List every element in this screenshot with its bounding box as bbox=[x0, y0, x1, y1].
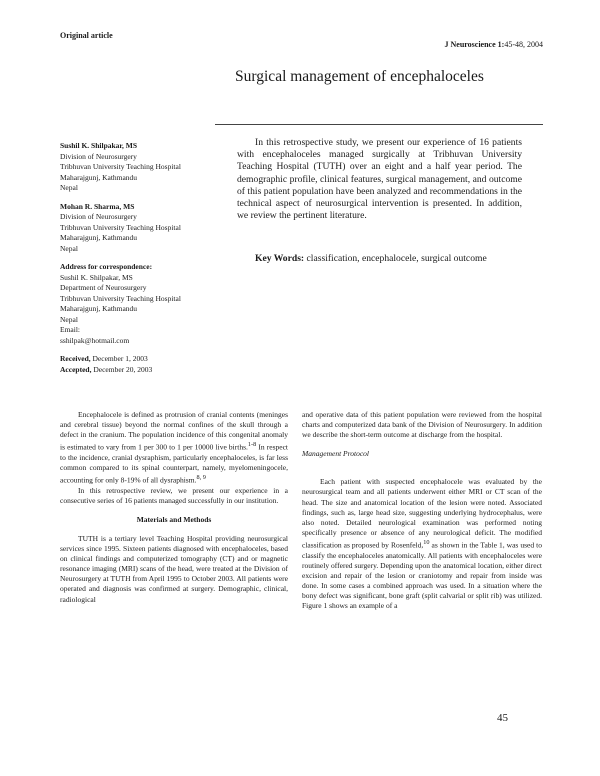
keywords-label: Key Words: bbox=[255, 253, 305, 264]
title-rule bbox=[215, 124, 543, 125]
affiliation-line: Maharajgunj, Kathmandu bbox=[60, 172, 138, 182]
received-date bbox=[60, 354, 220, 365]
correspondence bbox=[60, 262, 220, 346]
correspondence-email: sshilpak@hotmail.com bbox=[60, 335, 130, 345]
protocol-paragraph bbox=[302, 477, 542, 611]
citation-ref: 1-8 bbox=[247, 441, 257, 449]
accepted-value: December 20, 2003 bbox=[93, 364, 153, 374]
affiliation-line: Division of Neurosurgery bbox=[60, 151, 137, 161]
affiliation-line: Division of Neurosurgery bbox=[60, 212, 137, 221]
intro-paragraph: In this retrospective review, we present our experience in a consecutive series of 16 patients managed successfully in our institution. bbox=[60, 485, 288, 505]
intro-text: In respect to the incidence, cranial dysraphism, particularly encephaloceles, is far less common compared to its spinal counterpart, namely, myelomeningocele, accounting for only 8-19% of all dysraphism. bbox=[60, 442, 288, 485]
affiliation-line: Tribhuvan University Teaching Hospital bbox=[60, 222, 181, 232]
received-value: December 1, 2003 bbox=[92, 354, 148, 363]
affiliation-line: Nepal bbox=[60, 243, 78, 253]
correspondence-line: Tribhuvan University Teaching Hospital bbox=[60, 293, 181, 303]
methods-paragraph: TUTH is a tertiary level Teaching Hospital providing neurosurgical services since 1995. Sixteen patients diagnosed with encephaloceles, based on clinical findings and computerized tomography (CT) and or magnetic resonance imaging (MRI) scans of the head, were treated at the Division of Neurosurgery at TUTH from April 1995 to October 2003. All patients were operated and diagnosis was confirmed at surgery. Demographic, clinical, radiological bbox=[60, 533, 288, 604]
author-info bbox=[60, 141, 220, 383]
journal-name: J Neuroscience 1: bbox=[444, 40, 505, 49]
journal-pages: 45-48, 2004 bbox=[504, 40, 543, 49]
correspondence-heading: Address for correspondence: bbox=[60, 262, 153, 271]
author-1 bbox=[60, 141, 220, 194]
intro-text: Encephalocele is defined as protrusion of cranial contents (meninges and cerebral tissue) beyond the normal confines of the skull through a defect in the cranium. The population incidence of this congenital anomaly is estimated to vary from 1 per 300 to 1 per 10000 live births. bbox=[60, 410, 288, 452]
subsection-heading: Management Protocol bbox=[302, 449, 369, 459]
data-paragraph: and operative data of this patient population were reviewed from the hospital charts and computerized data bank of the Division of Neurosurgery. In addition we describe the short-term outcome at discharge from the hospital. bbox=[302, 410, 542, 440]
correspondence-line: Department of Neurosurgery bbox=[60, 283, 147, 292]
dates bbox=[60, 354, 220, 375]
abstract bbox=[237, 137, 522, 222]
page-number: 45 bbox=[497, 712, 508, 724]
affiliation-line: Maharajgunj, Kathmandu bbox=[60, 233, 138, 242]
affiliation-line: Nepal bbox=[60, 183, 78, 192]
spacer bbox=[302, 468, 542, 477]
keywords-text: classification, encephalocele, surgical outcome bbox=[306, 253, 487, 264]
received-label: Received, bbox=[60, 354, 91, 363]
paper-title: Surgical management of encephaloceles bbox=[235, 68, 484, 85]
intro-paragraph bbox=[60, 410, 288, 486]
correspondence-line: Nepal bbox=[60, 314, 78, 324]
article-type: Original article bbox=[60, 31, 113, 40]
author-name: Mohan R. Sharma, MS bbox=[60, 201, 135, 211]
keywords bbox=[255, 253, 487, 264]
correspondence-line: Email: bbox=[60, 325, 80, 334]
body-column-left bbox=[60, 410, 288, 605]
citation-ref: 8, 9 bbox=[196, 474, 206, 482]
accepted-date bbox=[60, 365, 220, 376]
protocol-text: as shown in the Table 1, was used to classify the encephaloceles anatomically. All patients with encephaloceles were routinely offered surgery. Depending upon the anatomical location, either direct excision and repair of the lesion or craniotomy and repair from inside was done. In some cases a combined approach was used. In a situation where the bony defect was significant, bone graft (split calvarial or split rib) was utilized. Figure 1 shows an example of a bbox=[302, 540, 542, 610]
correspondence-line: Sushil K. Shilpakar, MS bbox=[60, 272, 133, 282]
body-column-right bbox=[302, 410, 542, 611]
author-name: Sushil K. Shilpakar, MS bbox=[60, 141, 138, 150]
correspondence-line: Maharajgunj, Kathmandu bbox=[60, 304, 138, 313]
abstract-text: In this retrospective study, we present our experience of 16 patients with encephaloceles managed surgically at Tribhuvan University Teaching Hospital (TUTH) over an eight and a half year period. The demographic profile, clinical features, surgical management, and outcome of this patient population have been analyzed and recommendations in the technical aspect of neurosurgical intervention is presented. In addition, we review the pertinent literature. bbox=[237, 137, 522, 222]
protocol-text: Each patient with suspected encephalocele was evaluated by the neurosurgical team and all patients underwent either MRI or CT scan of the head. The size and anatomical location of the lesion were noted. Associated findings, such as, large head size, suggesting underlying hydrocephalus, were also noted. Detailed neurological examination was performed noting specifically presence or absence of any neurological deficit. The modified classification as proposed by Rosenfeld, bbox=[302, 477, 542, 550]
journal-citation bbox=[444, 40, 543, 49]
accepted-label: Accepted, bbox=[60, 364, 92, 374]
affiliation-line: Tribhuvan University Teaching Hospital bbox=[60, 162, 181, 171]
author-2 bbox=[60, 202, 220, 255]
citation-ref: 10 bbox=[423, 538, 430, 546]
section-heading: Materials and Methods bbox=[136, 514, 212, 524]
